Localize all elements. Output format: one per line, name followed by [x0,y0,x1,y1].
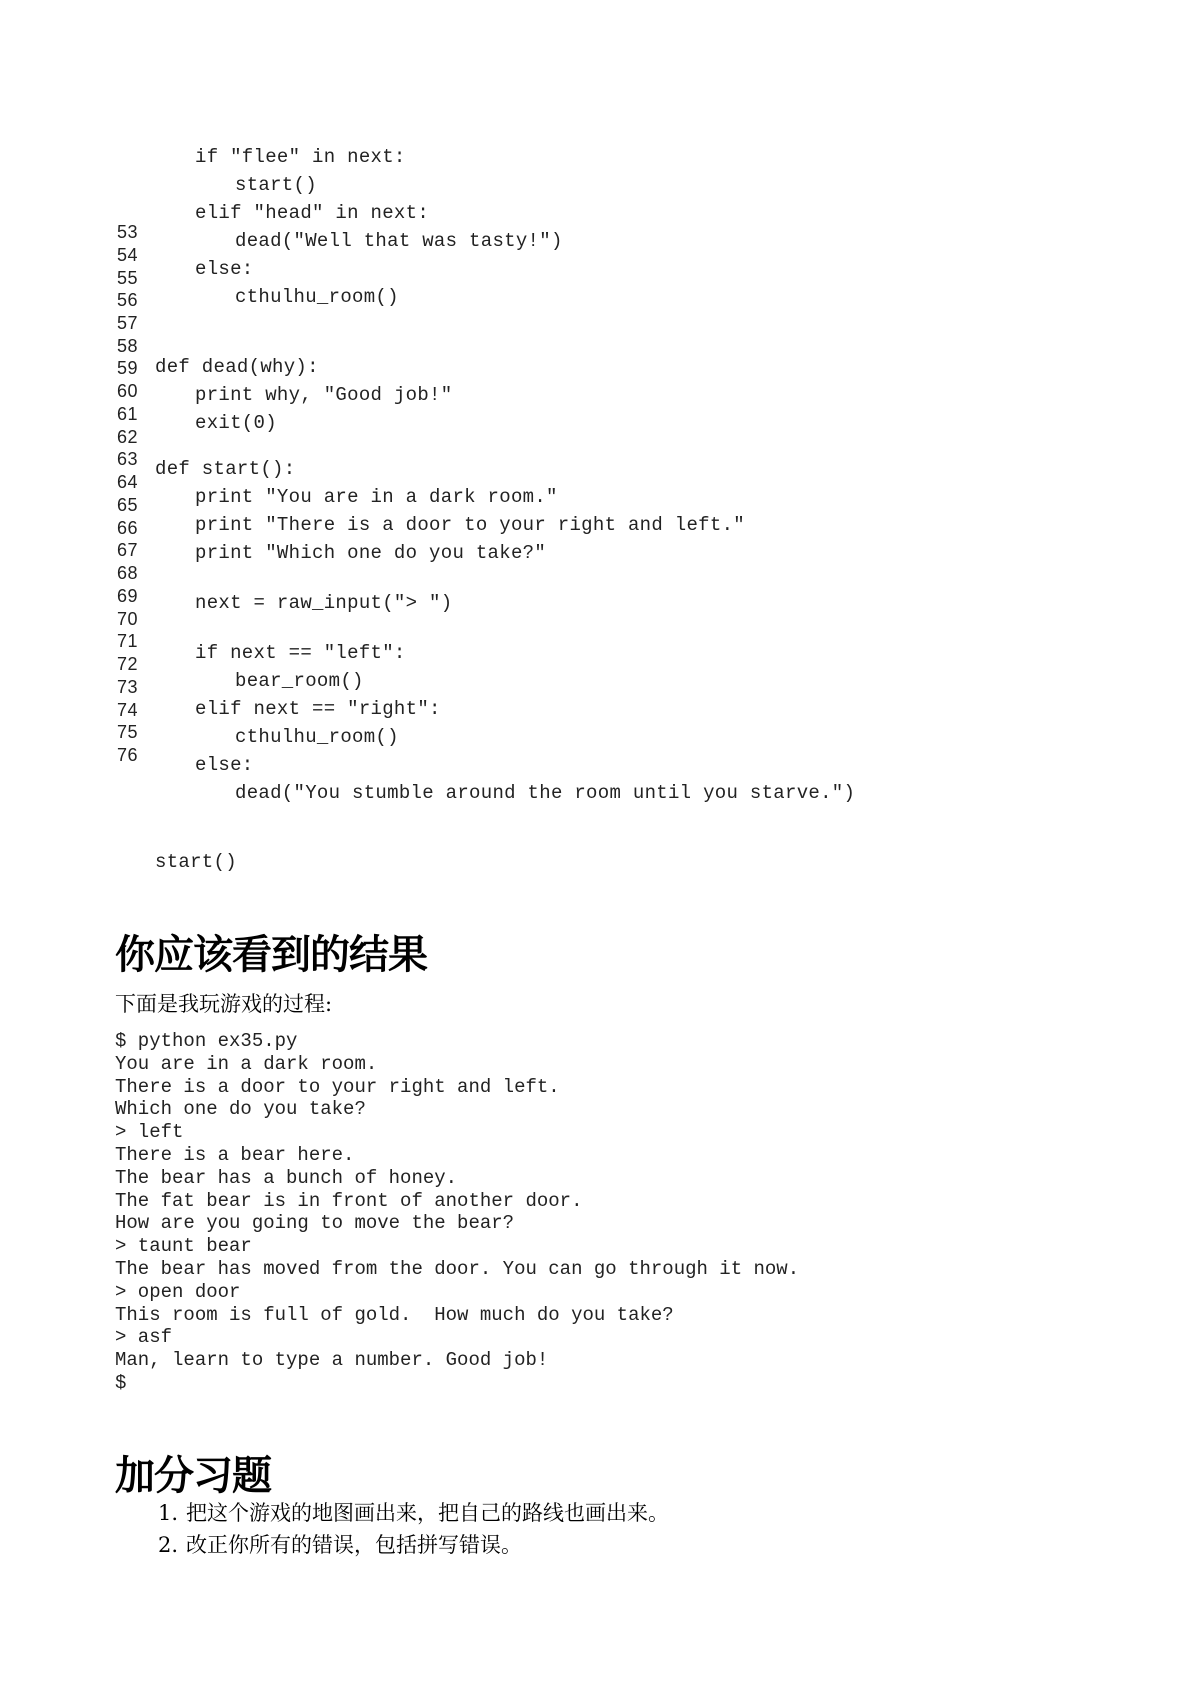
code-line: dead("You stumble around the room until you starve.") [235,782,856,804]
result-intro: 下面是我玩游戏的过程: [115,992,333,1016]
exercise-item [158,1529,669,1561]
line-number: 66 [117,518,139,538]
output-line: How are you going to move the bear? [115,1212,515,1235]
line-number: 56 [117,290,139,310]
code-line: def start(): [155,458,296,480]
line-number: 72 [117,654,139,674]
line-number: 69 [117,586,139,606]
line-number: 70 [117,609,139,629]
line-number: 75 [117,722,139,742]
code-line: print "You are in a dark room." [195,486,558,508]
line-number: 55 [117,268,139,288]
output-line: > taunt bear [115,1235,252,1258]
output-line: Man, learn to type a number. Good job! [115,1349,549,1372]
code-line: print "There is a door to your right and left." [195,514,745,536]
code-line: if next == "left": [195,642,406,664]
section-heading-extra: 加分习题 [115,1453,271,1499]
line-number: 73 [117,677,139,697]
line-number: 71 [117,631,139,651]
output-line: $ [115,1371,127,1394]
output-line: > asf [115,1326,173,1349]
code-line: else: [195,754,254,776]
line-number: 65 [117,495,139,515]
output-line: The bear has a bunch of honey. [115,1166,458,1189]
exercise-list [158,1497,669,1561]
output-line: Which one do you take? [115,1098,366,1121]
code-line: exit(0) [195,412,277,434]
line-number: 76 [117,745,139,765]
section-heading-result: 你应该看到的结果 [115,932,427,978]
exercise-item [158,1497,669,1529]
line-number: 59 [117,358,139,378]
line-number: 57 [117,313,139,333]
line-number: 54 [117,245,139,265]
code-line: elif next == "right": [195,698,441,720]
output-line: You are in a dark room. [115,1052,378,1075]
exercise-number: 2. [158,1533,179,1557]
code-line: else: [195,258,254,280]
code-line: if "flee" in next: [195,146,406,168]
output-line: The bear has moved from the door. You can go through it now. [115,1257,800,1280]
line-number: 74 [117,700,139,720]
code-line: dead("Well that was tasty!") [235,230,563,252]
line-number: 64 [117,472,139,492]
output-line: There is a bear here. [115,1143,355,1166]
line-number: 58 [117,336,139,356]
code-line: elif "head" in next: [195,202,430,224]
code-line: next = raw_input("> ") [195,592,453,614]
line-number: 67 [117,540,139,560]
line-number: 61 [117,404,139,424]
output-line: $ python ex35.py [115,1030,298,1052]
code-line: start() [155,851,237,873]
line-number: 60 [117,381,139,401]
code-line: def dead(why): [155,356,319,378]
output-line: The fat bear is in front of another door. [115,1189,583,1212]
code-line: print "Which one do you take?" [195,542,547,564]
code-line: cthulhu_room() [235,286,399,308]
line-number: 53 [117,222,139,242]
code-line: cthulhu_room() [235,726,399,748]
code-line: bear_room() [235,670,364,692]
output-line: There is a door to your right and left. [115,1075,560,1098]
line-number: 62 [117,427,139,447]
exercise-text: 改正你所有的错误，包括拼写错误。 [186,1533,522,1557]
exercise-number: 1. [158,1501,179,1525]
output-line: > open door [115,1280,241,1303]
code-line: print why, "Good job!" [195,384,453,406]
exercise-text: 把这个游戏的地图画出来，把自己的路线也画出来。 [186,1501,669,1525]
terminal-output [115,1030,799,1395]
line-number: 68 [117,563,139,583]
line-number: 63 [117,449,139,469]
code-line: start() [235,174,317,196]
output-line: This room is full of gold. How much do you take? [115,1303,674,1326]
output-line: > left [115,1121,184,1144]
